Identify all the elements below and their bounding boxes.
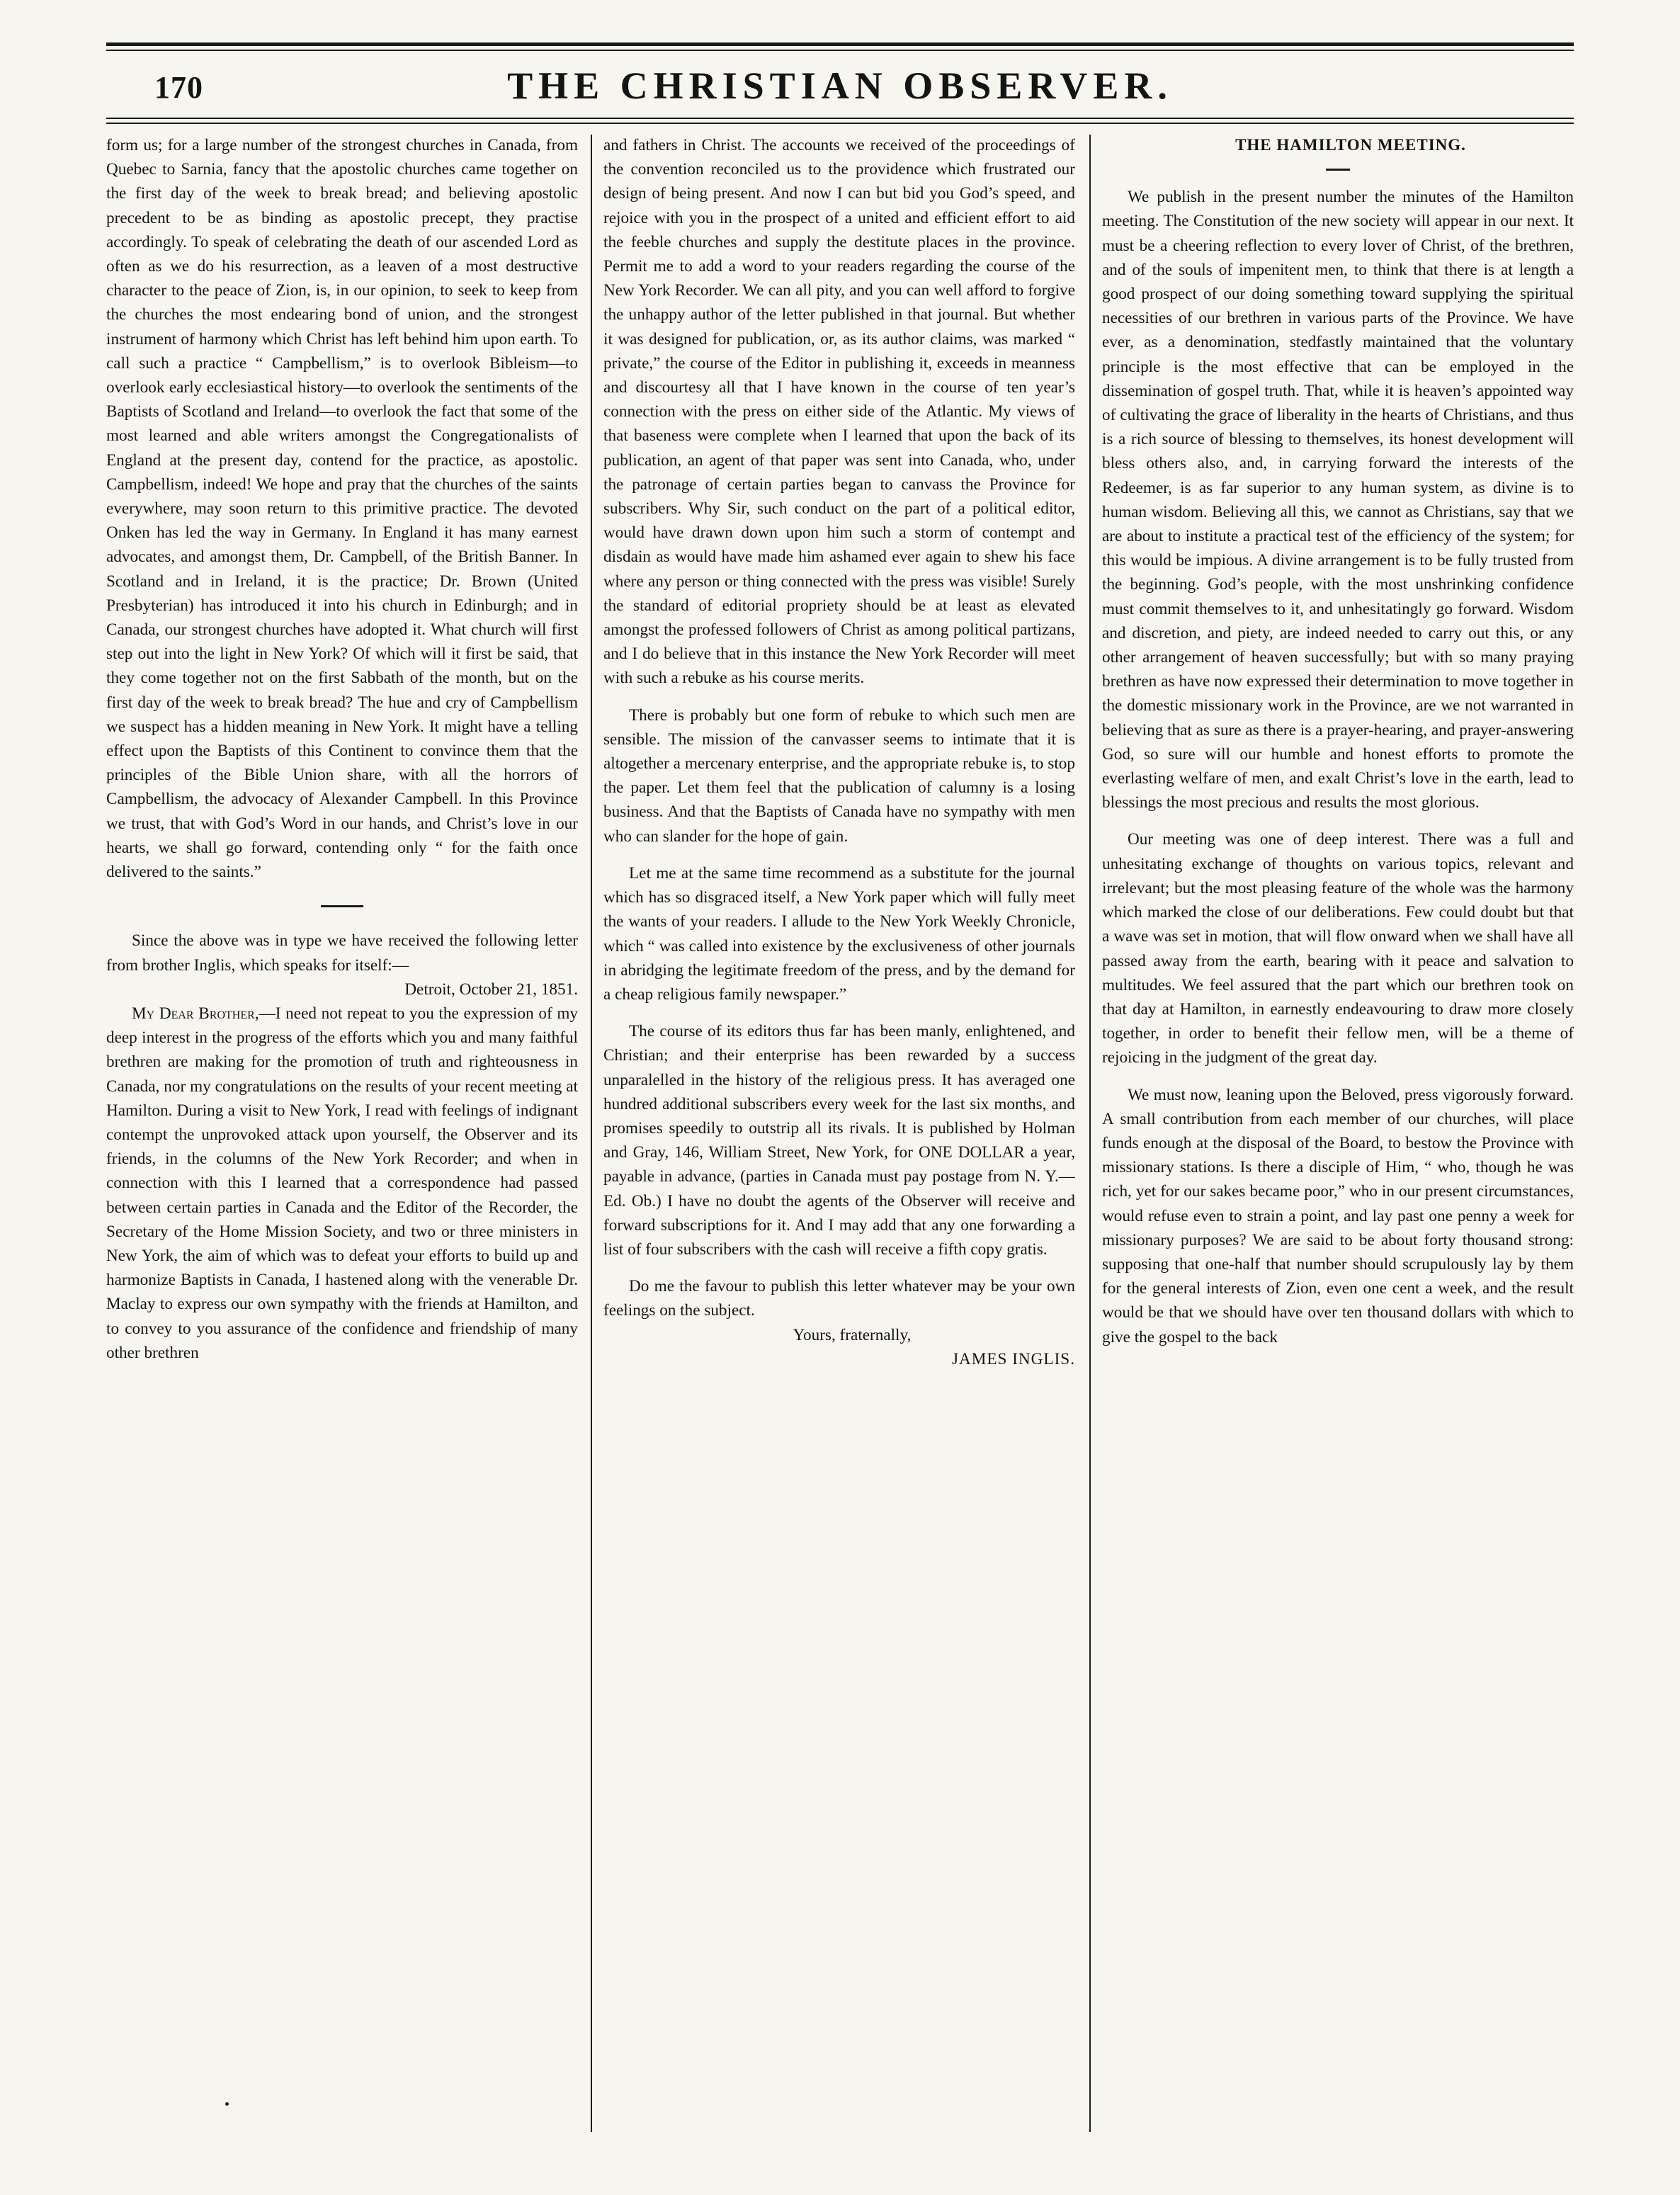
article-title: THE HAMILTON MEETING.	[1235, 136, 1466, 154]
letter-salutation: My Dear Brother,	[132, 1004, 259, 1023]
letter-paragraph	[106, 1002, 578, 1365]
header-bottom-rule-2	[106, 123, 1574, 124]
letter-signature: JAMES INGLIS.	[951, 1349, 1075, 1368]
article-columns	[106, 133, 1574, 2131]
article-paragraph: We must now, leaning upon the Beloved, press vigorously forward. A small contribution from each member of our churches, will place funds enough at the disposal of the Board, to bestow the Province with missionary stations. Is there a disciple of Him, “ who, though he was rich, yet for our sakes became poor,” who in our present circumstances, would refuse even to strain a point, and lay past one penny a week for missionary purposes? We are said to be about forty thousand strong: supposing that one-half that number should scrupulously lay by them for the general interests of Zion, even one cent a week, and the result would be that we should have over ten thousand dollars with which to give the gospel to the back	[1102, 1085, 1574, 1346]
ink-speck	[225, 2102, 229, 2106]
column-2	[603, 133, 1075, 2131]
page-number: 170	[154, 70, 203, 105]
column-1	[106, 133, 578, 2131]
article-paragraph: Our meeting was one of deep interest. There was a full and unhesitating exchange of thoughts on various topics, relevant and irrelevant; but the most pleasing feature of the whole was the harmony which marked the close of our deliberations. Few could doubt but that a wave was set in motion, that will flow onward when we shall have all passed away from the earth, bearing with it peace and salvation to multitudes. We feel assured that the part which our brethren took on that day at Hamilton, in earnestly endeavouring to draw more closely together, in order to benefit their fellow men, will be a theme of rejoicing in the judgment of the great day.	[1102, 830, 1574, 1067]
top-rule-thick	[106, 42, 1574, 46]
newspaper-page	[106, 42, 1574, 2139]
top-rule-thin	[106, 50, 1574, 51]
header-bottom-rule	[106, 118, 1574, 119]
letter-paragraph: Do me the favour to publish this letter whatever may be your own feelings on the subject.	[603, 1277, 1075, 1320]
letter-paragraph: and fathers in Christ. The accounts we received of the proceedings of the convention reconciled us to the providence which frustrated our design of being present. And now I can but bid you God’s speed, and rejoice with you in the prospect of a united and efficient effort to aid the feeble churches and supply the destitute places in the province. Permit me to add a word to your readers regarding the course of the New York Recorder. We can all pity, and you can well afford to forgive the unhappy author of the letter published in that journal. But whether it was designed for publication, or, as its author claims, was marked “ private,” the course of the Editor in publishing it, exceeds in meanness and discourtesy all that I have known in the course of ten year’s connection with the press on either side of the Atlantic. My views of that baseness were complete when I learned that upon the back of its publication, an agent of that paper was sent into Canada, who, under the patronage of certain parties began to canvass the Province for subscribers. Why Sir, such conduct on the part of a political editor, would have drawn down upon him such a storm of contempt and disdain as would have made him ashamed ever again to shew his face where any person or thing connected with the press was visible! Surely the standard of editorial propriety should be at least as elevated amongst the professed followers of Christ as among political partizans, and I do believe that in this instance the New York Recorder will meet with such a rebuke as his course merits.	[603, 136, 1075, 688]
column-3	[1102, 133, 1574, 2131]
article-paragraph: form us; for a large number of the strongest churches in Canada, from Quebec to Sarnia, fancy that the apostolic churches came together on the first day of the week to break bread; and believing apostolic precedent to be as binding as apostolic precept, they practise accordingly. To speak of celebrating the death of our ascended Lord as often as we do his resurrection, as a leaven of a most destructive character to the peace of Zion, is, in our opinion, to seek to keep from the churches the most endearing bond of union, and the strongest instrument of harmony which Christ has left behind him upon earth. To call such a practice “ Campbellism,” is to overlook Bibleism—to overlook early ecclesiastical history—to overlook the sentiments of the Baptists of Scotland and Ireland—to overlook the fact that some of the most learned and able writers amongst the Congregationalists of England at the present day, contend for the practice, as apostolic. Campbellism, indeed! We hope and pray that the churches of the saints everywhere, may soon return to this primitive practice. The devoted Onken has led the way in Germany. In England it has many earnest advocates, and amongst them, Dr. Campbell, of the British Banner. In Scotland and in Ireland, it is the practice; Dr. Brown (United Presbyterian) has introduced it into his church in Edinburgh; and in Canada, our strongest churches have adopted it. What church will first step out into the light in New York? Of which will it first be said, that they come together not on the first Sabbath of the month, but on the first day of the week to break bread? The hue and cry of Campbellism we suspect has a hidden meaning in New York. It might have a telling effect upon the Baptists of this Continent to convince them that the principles of the Bible Union share, with all the horrors of Campbellism, the advocacy of Alexander Campbell. In this Province we trust, that with God’s Word in our hands, and Christ’s love in our hearts, we shall go forward, contending only “ for the faith once delivered to the saints.”	[106, 136, 578, 882]
section-divider	[321, 905, 363, 907]
letter-closing: Yours, fraternally,	[793, 1325, 912, 1344]
letter-paragraph: The course of its editors thus far has been manly, enlightened, and Christian; and their enterprise has been rewarded by a success unparalelled in the history of the religious press. It has averaged one hundred additional subscribers every week for the last six months, and promises speedily to outstrip all its rivals. It is published by Holman and Gray, 146, William Street, New York, for ONE DOLLAR a year, payable in advance, (parties in Canada must pay postage from N. Y.—Ed. Ob.) I have no doubt the agents of the Observer will receive and forward subscriptions for it. And I may add that any one forwarding a list of four subscribers with the cash will receive a fifth copy gratis.	[603, 1022, 1075, 1259]
article-paragraph: We publish in the present number the minutes of the Hamilton meeting. The Constitution of the new society will appear in our next. It must be a cheering reflection to every lover of Christ, of the brethren, and of the souls of impenitent men, to think that there is at length a good prospect of our doing something toward supplying the spiritual necessities of our brethren in various parts of the Province. We have ever, as a denomination, stedfastly maintained that the voluntary principle is the most effective that can be employed in the dissemination of gospel truth. That, while it is heaven’s appointed way of cultivating the grace of liberality in the hearts of Christians, and thus is a rich source of blessing to themselves, its honest development will bless others also, and, in carrying forward the interests of the Redeemer, is as far superior to any human system, as divine is to human wisdom. Believing all this, we cannot as Christians, say that we are about to institute a practical test of the efficiency of the system; for this would be impious. A divine arrangement is to be fully trusted from the beginning. God’s people, with the most unshrinking confidence must commit themselves to it, and unhesitatingly go forward. Wisdom and discretion, and piety, are indeed needed to carry out this, or any other arrangement of heaven successfully; but with so many praying brethren as have now expressed their determination to move together in the domestic missionary work in the Province, are we not warranted in believing that as sure as there is a prayer-hearing, and prayer-answering God, so sure will our humble and honest efforts to promote the everlasting welfare of men, and exalt Christ’s love in the earth, lead to blessings the most precious and results the most glorious.	[1102, 188, 1574, 812]
letter-opening: —I need not repeat to you the expression of my deep interest in the progress of the efforts which you and many faithful brethren are making for the promotion of truth and righteousness in Canada, nor my congratulations on the results of your recent meeting at Hamilton. During a visit to New York, I read with feelings of indignant contempt the unprovoked attack upon yourself, the Observer and its friends, in the columns of the New York Recorder; and when in connection with this I learned that a correspondence had passed between certain parties in Canada and the Editor of the Recorder, the Secretary of the Home Mission Society, and two or three ministers in New York, the aim of which was to defeat your efforts to build up and harmonize Baptists in Canada, I hastened along with the venerable Dr. Maclay to express our own sympathy with the friends at Hamilton, and to convey to you assurance of the confidence and friendship of many other brethren	[106, 1004, 578, 1362]
letter-paragraph: Let me at the same time recommend as a substitute for the journal which has so disgraced itself, a New York paper which will fully meet the wants of your readers. I allude to the New York Weekly Chronicle, which “ was called into existence by the exclusiveness of other journals in abridging the legitimate freedom of the press, and by the demand for a cheap religious family newspaper.”	[603, 863, 1075, 1004]
letter-dateline: Detroit, October 21, 1851.	[404, 980, 578, 999]
title-divider	[1326, 169, 1350, 171]
article-paragraph: Since the above was in type we have received the following letter from brother Inglis, which speaks for itself:—	[106, 931, 578, 975]
letter-paragraph: There is probably but one form of rebuke to which such men are sensible. The mission of the canvasser seems to intimate that it is altogether a mercenary enterprise, and the appropriate rebuke is, to stop the paper. Let them feel that the publication of calumny is a losing business. And that the Baptists of Canada have no sympathy with men who can slander for the hope of gain.	[603, 705, 1075, 846]
masthead-title: THE CHRISTIAN OBSERVER.	[507, 64, 1173, 107]
